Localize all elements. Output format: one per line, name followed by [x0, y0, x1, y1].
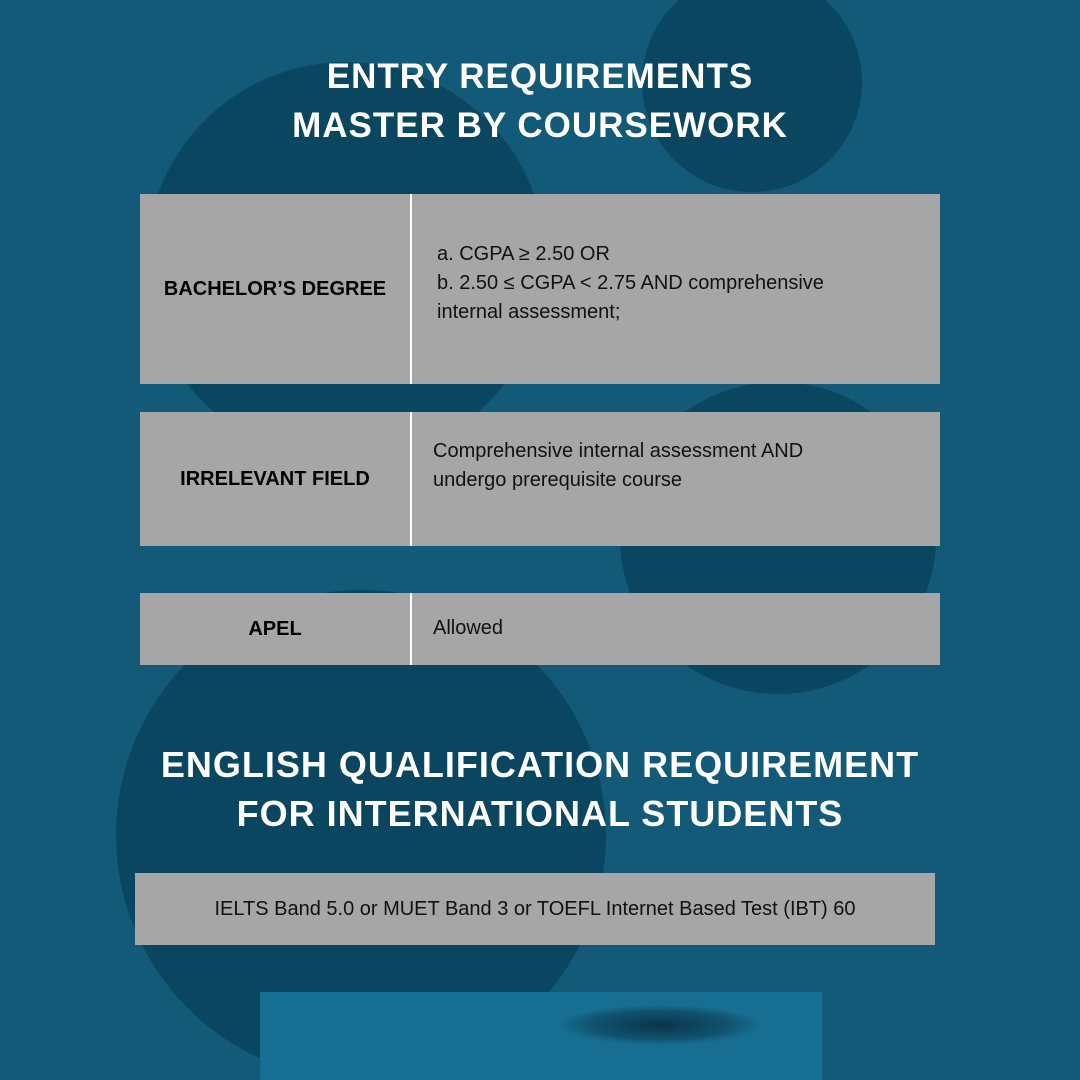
requirement-value-line: undergo prerequisite course [433, 469, 683, 491]
english-qualification-heading [0, 740, 1080, 838]
requirement-row-bachelors-degree [140, 194, 940, 384]
requirement-value-line: internal assessment; [437, 300, 621, 323]
requirement-value-line: Allowed [433, 616, 504, 639]
english-heading-line-1: ENGLISH QUALIFICATION REQUIREMENT [160, 744, 920, 785]
requirement-value [412, 386, 940, 546]
requirement-value [412, 182, 940, 384]
requirement-value [412, 591, 940, 665]
english-requirement-box: IELTS Band 5.0 or MUET Band 3 or TOEFL Internet Based Test (IBT) 60 [135, 873, 935, 945]
decorative-pedestal-shadow [560, 1005, 760, 1045]
entry-heading-line-1: ENTRY REQUIREMENTS [326, 57, 754, 96]
requirement-row-irrelevant-field [140, 412, 940, 546]
requirement-value-line: Comprehensive internal assessment AND [433, 440, 804, 462]
requirement-label: APEL [140, 593, 412, 665]
entry-requirements-heading [0, 52, 1080, 150]
requirement-label: BACHELOR’S DEGREE [140, 194, 412, 384]
requirement-label: IRRELEVANT FIELD [140, 412, 412, 546]
requirement-value-line: b. 2.50 ≤ CGPA < 2.75 AND comprehensive [437, 271, 824, 294]
entry-heading-line-2: MASTER BY COURSEWORK [292, 106, 788, 145]
english-heading-line-2: FOR INTERNATIONAL STUDENTS [236, 793, 844, 834]
requirement-value-line: a. CGPA ≥ 2.50 OR [437, 242, 610, 265]
requirement-row-apel [140, 593, 940, 665]
